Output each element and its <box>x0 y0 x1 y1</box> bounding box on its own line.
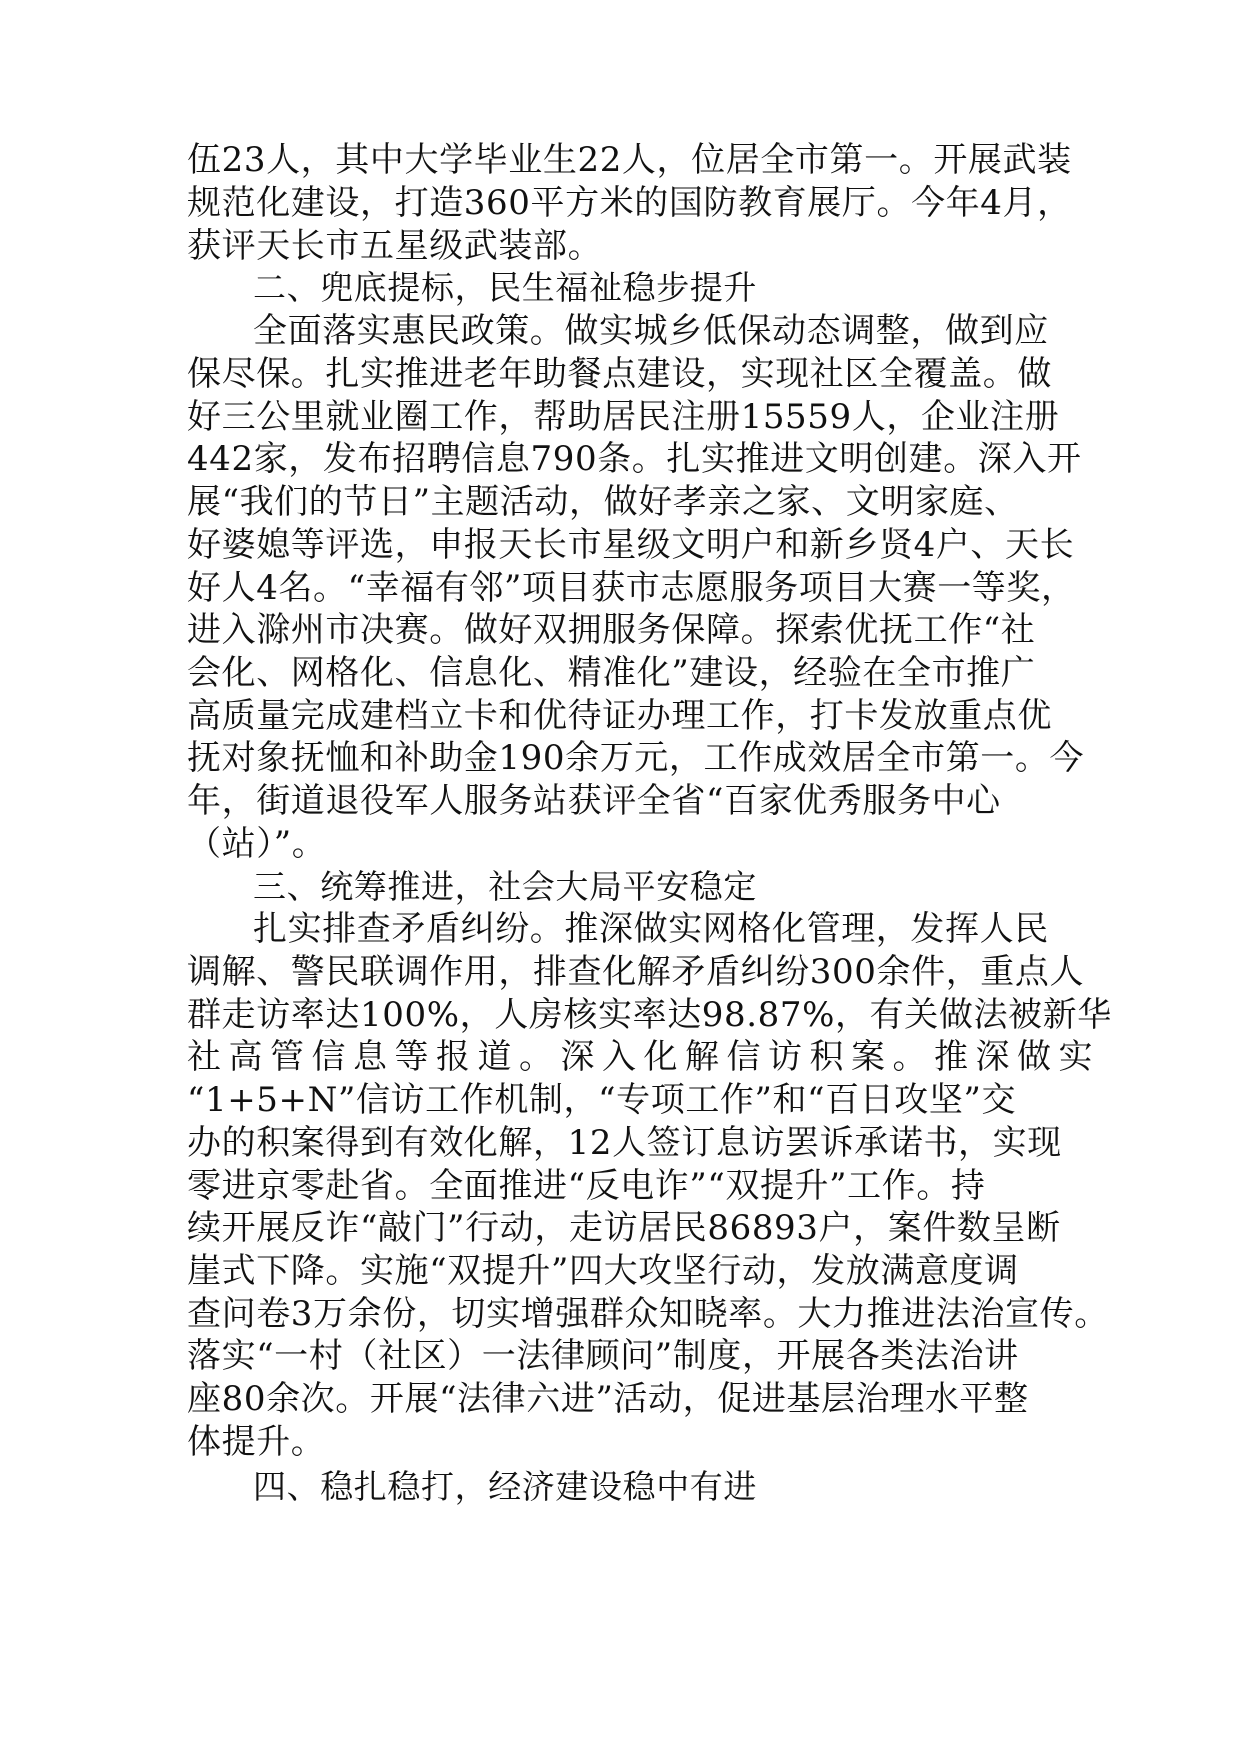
text-line: 零进京零赴省。全面推进“反电诈”“双提升”工作。持 <box>187 1166 986 1206</box>
text-line: 抚对象抚恤和补助金190余万元，工作成效居全市第一。今 <box>187 738 1085 778</box>
section-heading-2: 二、兜底提标，民生福祉稳步提升 <box>253 268 757 307</box>
text-line: 扎实排查矛盾纠纷。推深做实网格化管理，发挥人民 <box>253 909 1049 949</box>
text-line: 好婆媳等评选，申报天长市星级文明户和新乡贤4户、天长 <box>187 525 1075 565</box>
text-line: 好三公里就业圈工作，帮助居民注册15559人，企业注册 <box>187 397 1060 437</box>
text-line: 全面落实惠民政策。做实城乡低保动态调整，做到应 <box>253 311 1049 351</box>
section-heading-3: 三、统筹推进，社会大局平安稳定 <box>253 867 757 906</box>
text-line: 座80余次。开展“法律六进”活动，促进基层治理水平整 <box>187 1379 1029 1419</box>
text-line: 展“我们的节日”主题活动，做好孝亲之家、文明家庭、 <box>187 482 1019 522</box>
text-line: 社高管信息等报道。深入化解信访积案。推深做实 <box>187 1037 1100 1077</box>
text-line: 442家，发布招聘信息790条。扎实推进文明创建。深入开 <box>187 439 1082 479</box>
text-line: 落实“一村（社区）一法律顾问”制度，开展各类法治讲 <box>187 1336 1019 1376</box>
text-line: 会化、网格化、信息化、精准化”建设，经验在全市推广 <box>187 653 1036 693</box>
text-line: 高质量完成建档立卡和优待证办理工作，打卡发放重点优 <box>187 696 1052 736</box>
text-line: 查问卷3万余份，切实增强群众知晓率。大力推进法治宣传。 <box>187 1294 1109 1334</box>
section-heading-4: 四、稳扎稳打，经济建设稳中有进 <box>253 1467 757 1506</box>
text-line: 好人4名。“幸福有邻”项目获市志愿服务项目大赛一等奖， <box>187 568 1076 608</box>
text-line: 保尽保。扎实推进老年助餐点建设，实现社区全覆盖。做 <box>187 354 1052 394</box>
text-line: 续开展反诈“敲门”行动，走访居民86893户，案件数呈断 <box>187 1208 1061 1248</box>
text-line: 年，街道退役军人服务站获评全省“百家优秀服务中心 <box>187 781 1001 821</box>
text-line: 规范化建设，打造360平方米的国防教育展厅。今年4月， <box>187 183 1072 223</box>
text-line: “1+5+N”信访工作机制，“专项工作”和“百日攻坚”交 <box>187 1080 1017 1120</box>
text-line: 崖式下降。实施“双提升”四大攻坚行动，发放满意度调 <box>187 1251 1019 1291</box>
text-line: 体提升。 <box>187 1422 326 1462</box>
text-line: 进入滁州市决赛。做好双拥服务保障。探索优抚工作“社 <box>187 610 1036 650</box>
text-line: 伍23人，其中大学毕业生22人，位居全市第一。开展武装 <box>187 140 1072 180</box>
text-line: 获评天长市五星级武装部。 <box>187 226 603 266</box>
text-line: （站）”。 <box>187 824 327 864</box>
text-line: 调解、警民联调作用，排查化解矛盾纠纷300余件，重点人 <box>187 952 1085 992</box>
text-line: 办的积案得到有效化解，12人签订息访罢诉承诺书，实现 <box>187 1123 1062 1163</box>
text-line: 群走访率达100%，人房核实率达98.87%，有关做法被新华 <box>187 995 1112 1035</box>
